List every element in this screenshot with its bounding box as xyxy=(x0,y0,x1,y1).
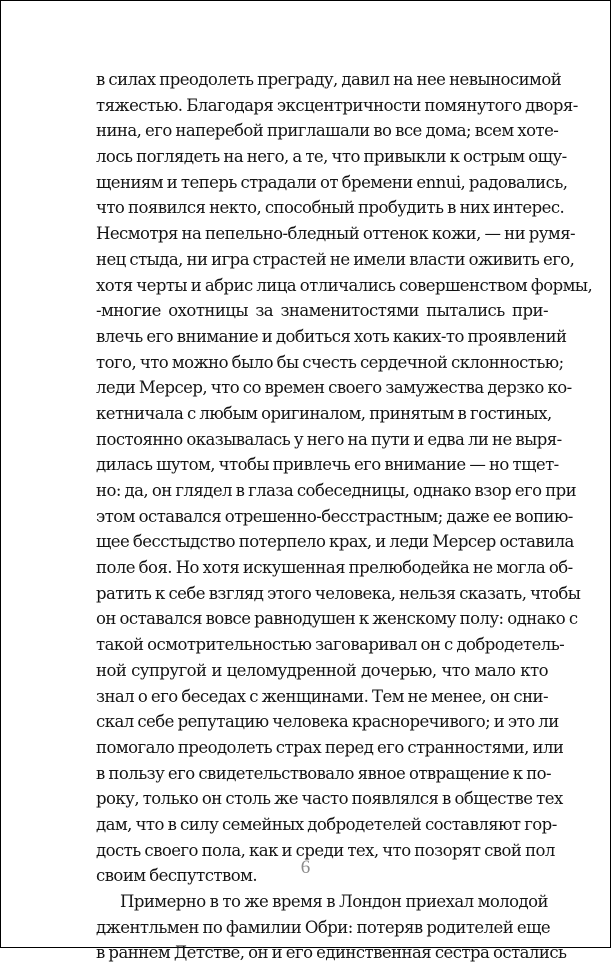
text-line: своим беспутством. xyxy=(96,866,258,886)
text-line: постоянно оказывалась у него на пути и едва ли не выря- xyxy=(96,429,562,449)
text-line: в пользу его свидетельствовало явное отвращение к по- xyxy=(96,763,552,783)
text-line: кетничала с любым оригиналом, принятым в гостиных, xyxy=(96,403,552,423)
text-line: ратить к себе взгляд этого человека, нельзя сказать, чтобы xyxy=(96,583,581,603)
text-line: нина, его наперебой приглашали во все дома; всем хоте- xyxy=(96,121,559,141)
text-line: щениям и теперь страдали от бремени ennui, радовались, xyxy=(96,172,568,192)
text-line: он оставался вовсе равнодушен к женскому полу: однако с xyxy=(96,609,578,629)
body-text xyxy=(96,67,593,966)
text-line: дам, что в силу семейных добродетелей составляют гор- xyxy=(96,814,557,834)
page-number: 6 xyxy=(300,857,311,878)
text-line: тяжестью. Благодаря эксцентричности помянутого дворя- xyxy=(96,95,578,115)
text-line: такой осмотрительностью заговаривал он с добродетель- xyxy=(96,635,565,655)
text-line: лось поглядеть на него, а те, что привыкли к острым ощу- xyxy=(96,147,567,167)
text-line: дость своего пола, как и среди тех, что позорят свой пол xyxy=(96,840,555,860)
text-line: дилась шутом, чтобы привлечь его внимание — но тщет- xyxy=(96,455,559,475)
text-line: но: да, он глядел в глаза собеседницы, однако взор его при xyxy=(96,481,577,500)
text-line: хотя черты и абрис лица отличались совершенством формы, xyxy=(96,275,593,295)
text-line: ной супругой и целомудренной дочерью, что мало кто xyxy=(96,660,548,680)
text-line: -многие охотницы за знаменитостями пытались при- xyxy=(96,301,548,321)
text-line: щее бесстыдство потерпело крах, и леди Мерсер оставила xyxy=(96,532,574,552)
text-line: Примерно в то же время в Лондон приехал молодой xyxy=(120,892,548,911)
text-line: скал себе репутацию человека красноречивого; и это ли xyxy=(96,712,559,732)
text-line: леди Мерсер, что со времен своего замужества дерзко ко- xyxy=(96,378,572,398)
text-line: поле боя. Но хотя искушенная прелюбодейка не могла об- xyxy=(96,558,573,578)
text-line: влечь его внимание и добиться хоть каких-то проявлений xyxy=(96,326,567,346)
text-line: этом оставался отрешенно-бесстрастным; даже ее вопию- xyxy=(96,506,573,526)
text-line: того, что можно было бы счесть сердечной склонностью; xyxy=(96,352,564,372)
text-line: джентльмен по фамилии Обри: потеряв родителей еще xyxy=(96,917,551,937)
text-line: Несмотря на пепельно-бледный оттенок кожи, — ни румя- xyxy=(96,224,576,244)
text-line: знал о его беседах с женщинами. Тем не менее, он сни- xyxy=(96,686,548,706)
text-line: нец стыда, ни игра страстей не имели власти оживить его, xyxy=(96,249,575,269)
text-line: что появился некто, способный пробудить в них интерес. xyxy=(96,198,565,218)
text-line: року, только он столь же часто появлялся в обществе тех xyxy=(96,789,563,809)
text-line: в силах преодолеть преграду, давил на нее невыносимой xyxy=(96,70,562,89)
text-line: в раннем Детстве, он и его единственная сестра остались xyxy=(96,943,567,963)
text-line: помогало преодолеть страх перед его странностями, или xyxy=(96,737,564,757)
